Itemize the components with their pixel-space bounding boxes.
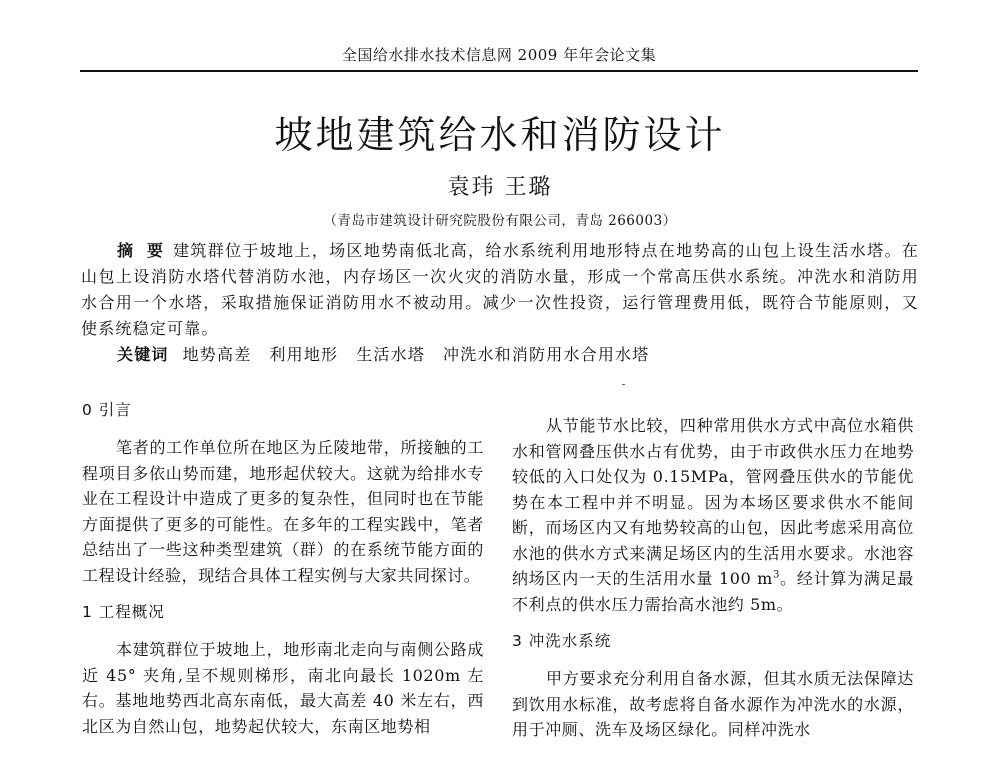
paper-affiliation: （青岛市建筑设计研究院股份有限公司，青岛 266003） bbox=[323, 213, 677, 229]
header-rule bbox=[80, 70, 918, 72]
section-heading-intro: 0 引言 bbox=[82, 401, 132, 419]
supply-paragraph bbox=[512, 413, 914, 617]
abstract-block bbox=[81, 238, 919, 368]
keyword-item: 利用地形 bbox=[269, 345, 339, 364]
abstract-text: 建筑群位于坡地上，场区地势南低北高，给水系统利用地形特点在地势高的山包上设生活水塔。在山包上设消防水塔代替消防水池，内存场区一次火灾的消防水量，形成一个常高压供水系统。冲洗水和消防用水合用一个水塔，采取措施保证消防用水不被动用。减少一次性投资，运行管理费用低，既符合节能原则，又使系统稳定可靠。 bbox=[81, 241, 919, 338]
flush-paragraph: 甲方要求充分利用自备水源，但其水质无法保障达到饮用水标准，故考虑将自备水源作为冲洗水的水源，用于冲厕、洗车及场区绿化。同样冲洗水 bbox=[512, 669, 914, 739]
running-header: 全国给水排水技术信息网 2009 年年会论文集 bbox=[341, 46, 657, 64]
overview-paragraph: 本建筑群位于坡地上，地形南北走向与南侧公路成近 45° 夹角,呈不规则梯形，南北向最长 1020m 左右。基地地势西北高东南低，最大高差 40 米左右，西北区为自然山包，地势起伏较大，东南区地势相 bbox=[82, 640, 484, 736]
keyword-item: 冲洗水和消防用水合用水塔 bbox=[443, 345, 650, 364]
supply-text: 从节能节水比较，四种常用供水方式中高位水箱供水和管网叠压供水占有优势，由于市政供水压力在地势较低的入口处仅为 0.15MPa，管网叠压供水的节能优势在本工程中并不明显。因为本场区要求供水不能间断，而场区内又有地势较高的山包，因此考虑采用高位水池的供水方式来满足场区内的生活用水要求。水池容纳场区内一天的生活用水量 100 m bbox=[512, 416, 914, 588]
superscript-cube: 3 bbox=[772, 569, 780, 581]
keyword-item: 地势高差 bbox=[182, 345, 252, 364]
intro-paragraph: 笔者的工作单位所在地区为丘陵地带，所接触的工程项目多依山势而建，地形起伏较大。这就为给排水专业在工程设计中造成了更多的复杂性，但同时也在节能方面提供了更多的可能性。在多年的工程实践中，笔者总结出了一些这种类型建筑（群）的在系统节能方面的工程设计经验，现结合具体工程实例与大家共同探讨。 bbox=[82, 438, 484, 585]
speck-mark bbox=[622, 384, 625, 385]
left-column bbox=[82, 398, 484, 739]
section-heading-flush: 3 冲洗水系统 bbox=[512, 632, 612, 650]
right-column bbox=[512, 413, 914, 743]
abstract-label: 摘 要 bbox=[117, 241, 168, 260]
abstract-paragraph bbox=[81, 238, 919, 342]
paper-authors: 袁玮 王璐 bbox=[447, 175, 553, 200]
keywords-label: 关键词 bbox=[117, 345, 169, 364]
paper-title: 坡地建筑给水和消防设计 bbox=[274, 113, 726, 157]
section-heading-overview: 1 工程概况 bbox=[82, 603, 165, 621]
supply-text-end: 。经计算为满足最不利点的供水压力需抬高水池约 5m。 bbox=[512, 569, 914, 614]
keywords-line bbox=[81, 342, 919, 368]
keyword-item: 生活水塔 bbox=[356, 345, 426, 364]
